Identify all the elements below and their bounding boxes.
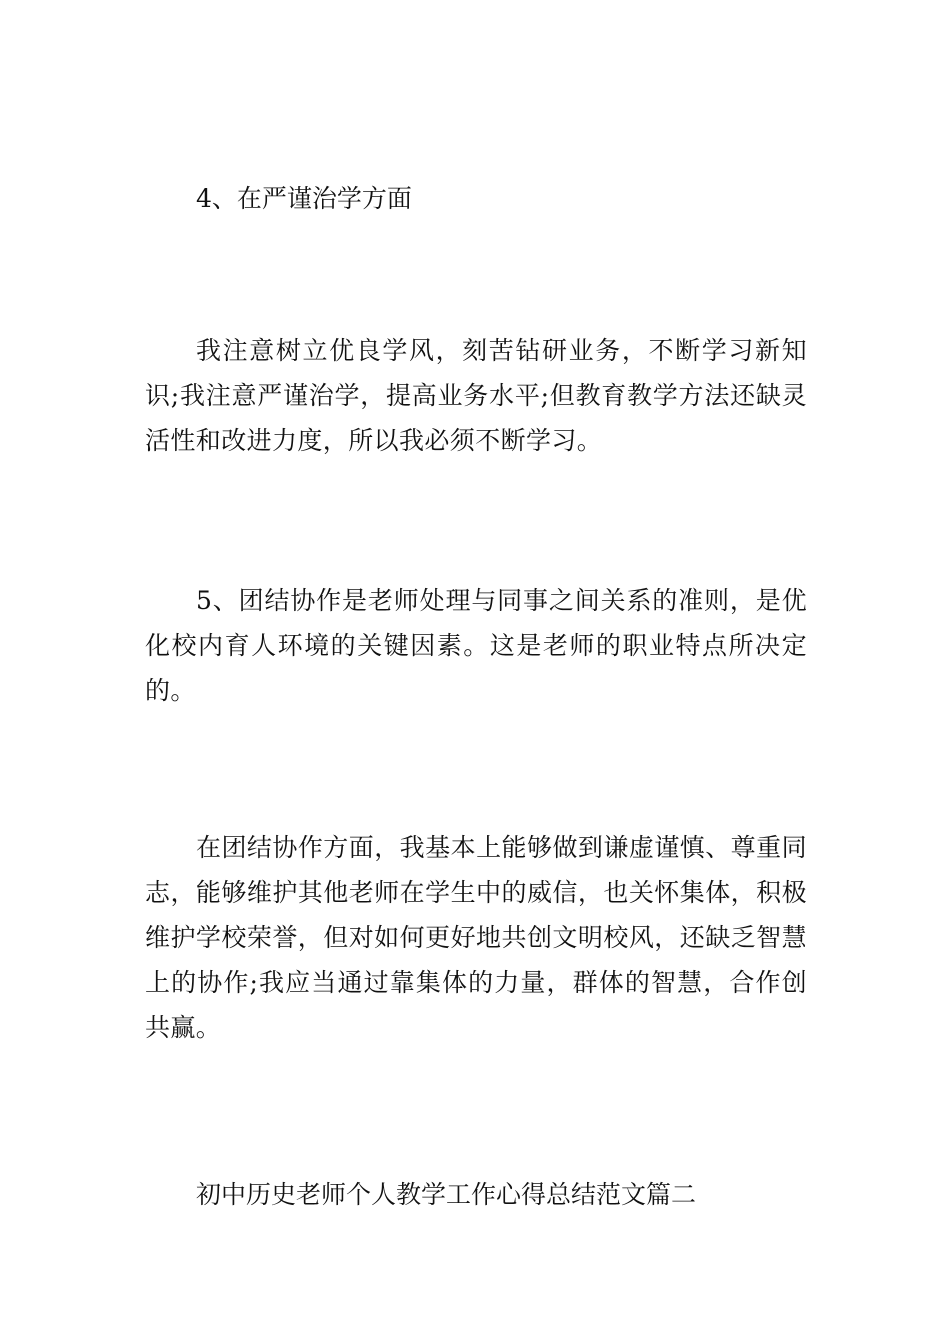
section-4-heading: 4、在严谨治学方面 [196, 184, 412, 213]
section-4-paragraph: 我注意树立优良学风，刻苦钻研业务，不断学习新知识;我注意严谨治学，提高业务水平;但教育教学方法还缺灵活性和改进力度，所以我必须不断学习。 [145, 336, 807, 455]
article-2-title: 初中历史老师个人教学工作心得总结范文篇二 [196, 1180, 697, 1209]
teamwork-paragraph: 在团结协作方面，我基本上能够做到谦虚谨慎、尊重同志，能够维护其他老师在学生中的威信，也关怀集体，积极维护学校荣誉，但对如何更好地共创文明校风，还缺乏智慧上的协作;我应当通过靠集体的力量，群体的智慧，合作创共赢。 [145, 833, 807, 1042]
section-5-paragraph: 5、团结协作是老师处理与同事之间关系的准则，是优化校内育人环境的关键因素。这是老师的职业特点所决定的。 [145, 586, 807, 705]
